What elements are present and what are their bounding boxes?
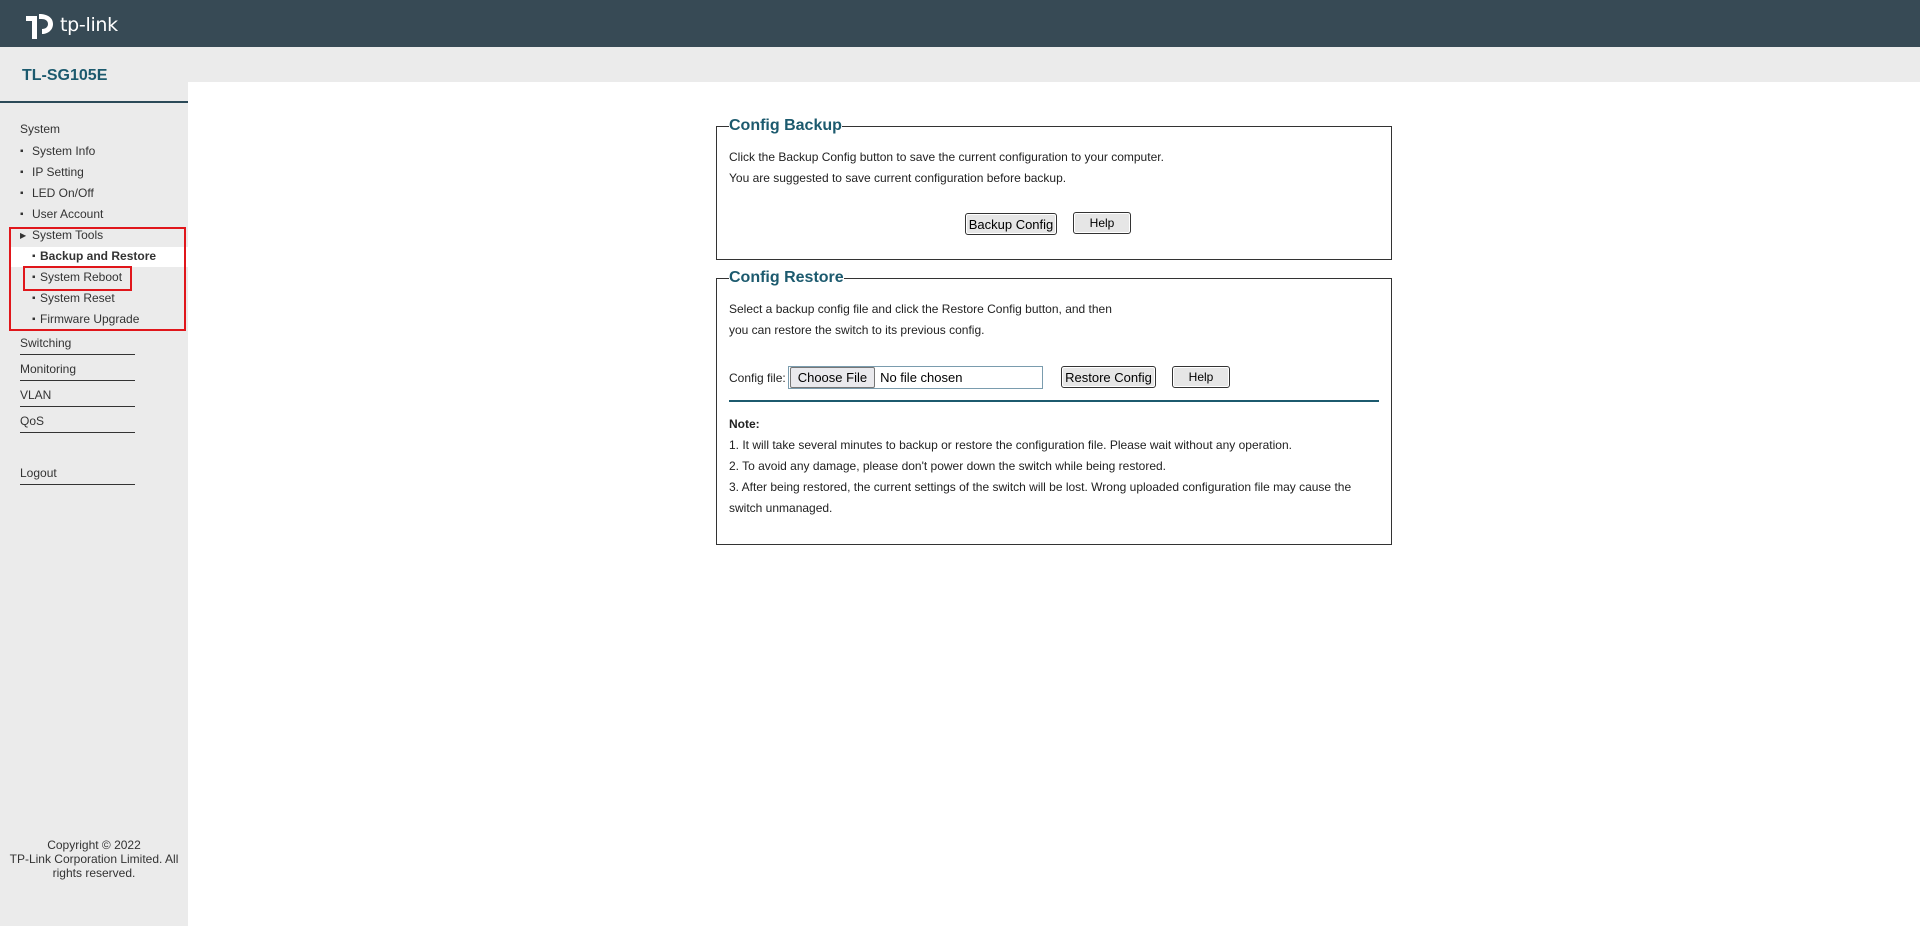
config-restore-title: Config Restore [729,269,844,286]
note-3b: switch unmanaged. [729,501,833,515]
copyright-line: Copyright © 2022 [47,838,141,852]
note-1: 1. It will take several minutes to backup or restore the configuration file. Please wait without any operation. [729,438,1292,452]
sidebar-item-label: System Tools [32,228,104,242]
bullet-icon: ▪ [32,292,36,304]
restore-divider [729,400,1379,402]
sidebar-item-user-account[interactable] [20,207,103,221]
content-top-strip [188,47,1920,82]
file-status-text: No file chosen [880,370,963,385]
tp-link-logo-icon [22,9,56,41]
notes-block [729,414,1389,519]
bullet-icon: ▪ [32,250,36,262]
copyright-line: rights reserved. [52,866,136,880]
bullet-icon: ▪ [32,313,36,325]
sidebar-item-label: LED On/Off [32,186,94,200]
logout-link[interactable]: Logout [20,466,135,485]
config-file-label: Config file: [729,370,786,385]
restore-description-1: Select a backup config file and click the Restore Config button, and then [729,302,1112,316]
sidebar-section-system[interactable]: System [20,122,61,136]
bullet-icon: ▪ [20,166,24,178]
config-backup-title: Config Backup [729,117,842,134]
bullet-icon: ▪ [32,271,36,283]
config-file-row [729,366,1043,389]
note-2: 2. To avoid any damage, please don't power down the switch while being restored. [729,459,1167,473]
choose-file-button[interactable]: Choose File [790,367,875,388]
sidebar-item-system-info[interactable] [20,144,95,158]
backup-config-button[interactable]: Backup Config [965,213,1057,235]
model-header [0,47,188,103]
sidebar-item-label: IP Setting [32,165,84,179]
model-name: TL-SG105E [22,67,108,84]
sidebar-section-monitoring[interactable]: Monitoring [20,362,135,381]
sidebar-subitem-label: System Reboot [40,270,123,284]
copyright [0,838,188,880]
caret-right-icon: ▶ [20,230,27,240]
sidebar-section-vlan[interactable]: VLAN [20,388,135,407]
tp-link-logo [22,9,118,41]
copyright-line: TP-Link Corporation Limited. All [9,852,179,866]
config-backup-panel [716,117,1392,260]
restore-help-button[interactable]: Help [1172,366,1230,388]
bullet-icon: ▪ [20,208,24,220]
sidebar-item-led-on-off[interactable] [20,186,94,200]
backup-description-1: Click the Backup Config button to save the current configuration to your computer. [729,150,1164,164]
logo-text: tp-link [60,14,118,36]
sidebar-subitem-label: Backup and Restore [40,249,157,263]
sidebar-subitem-label: System Reset [40,291,115,305]
sidebar-item-label: System Info [32,144,96,158]
highlight-system-reboot [23,266,132,291]
restore-description-2: you can restore the switch to its previous config. [729,323,985,337]
backup-description-2: You are suggested to save current configuration before backup. [729,171,1067,185]
sidebar [0,47,188,926]
backup-help-button[interactable]: Help [1073,212,1131,234]
bullet-icon: ▪ [20,145,24,157]
config-file-input[interactable] [788,366,1043,389]
restore-config-button[interactable]: Restore Config [1061,366,1156,388]
sidebar-section-qos[interactable]: QoS [20,414,135,433]
sidebar-item-ip-setting[interactable] [20,165,84,179]
bullet-icon: ▪ [20,187,24,199]
note-3a: 3. After being restored, the current settings of the switch will be lost. Wrong uploaded configuration file may cause the [729,480,1352,494]
sidebar-subitem-label: Firmware Upgrade [40,312,140,326]
note-title: Note: [729,417,760,431]
sidebar-section-switching[interactable]: Switching [20,336,135,355]
sidebar-item-label: User Account [32,207,104,221]
top-header [0,0,1920,47]
